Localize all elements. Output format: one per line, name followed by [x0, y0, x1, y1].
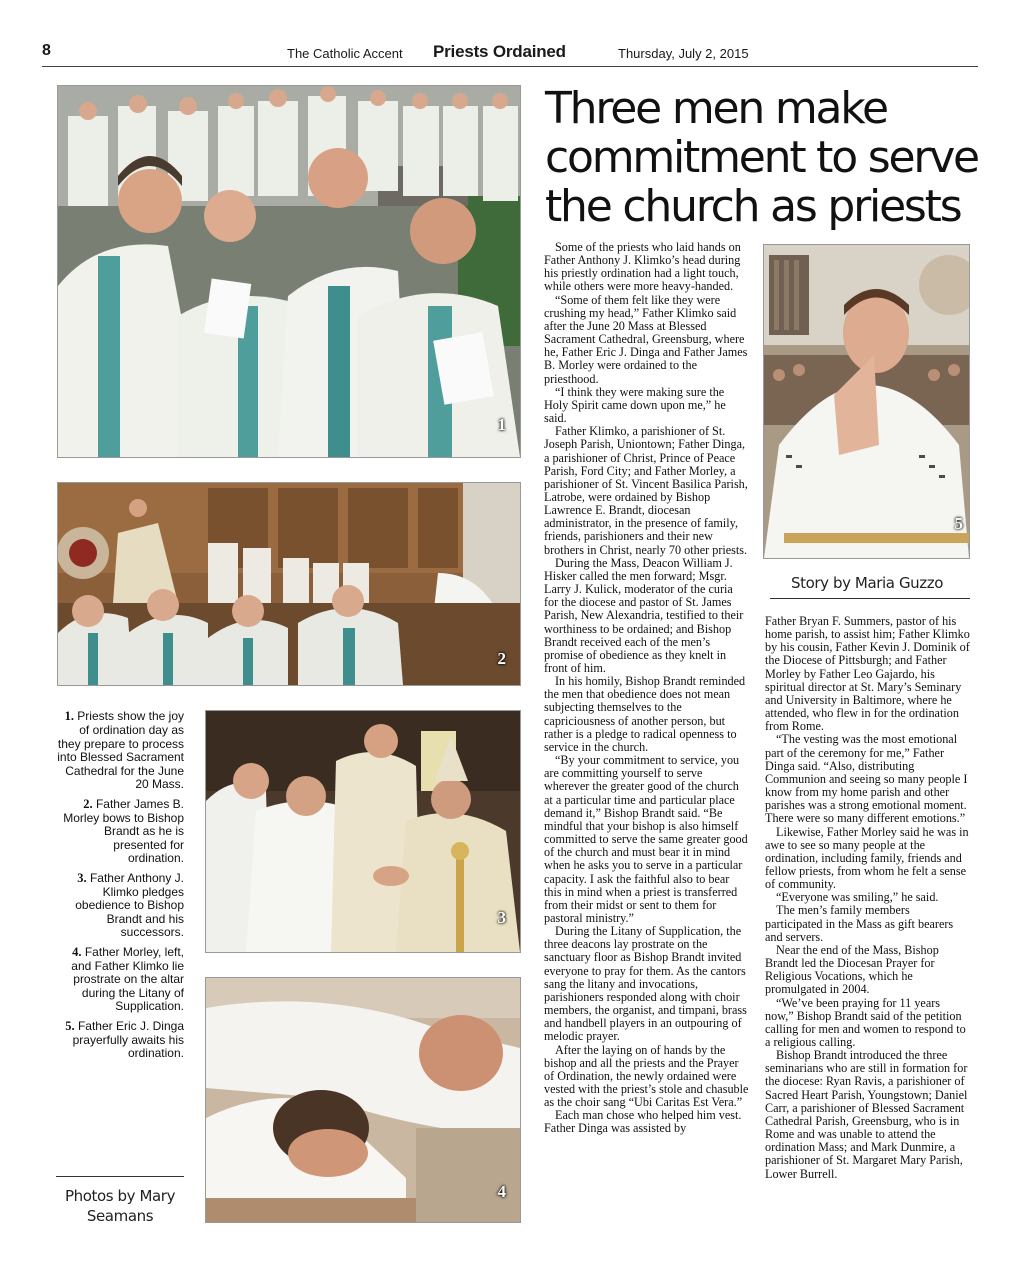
photo-captions: [56, 709, 184, 1066]
caption: [56, 945, 184, 1014]
story-column-2: [765, 615, 970, 1181]
photo-klimko-pledges: [205, 710, 521, 953]
photo-prostrate: [205, 977, 521, 1223]
photo-number-1: 1: [497, 415, 506, 434]
paragraph: After the laying on of hands by the bishop and all the priests and the Prayer of Ordination, the newly ordained were vested with the priest’s stole and chasuble as the choir sang “Ubi Caritas Est Vera.”: [544, 1042, 749, 1110]
caption-number: 1.: [64, 709, 74, 723]
caption-number: 5.: [65, 1018, 75, 1033]
photo-morley-bows: [57, 482, 521, 686]
photo-number-4: 4: [497, 1182, 506, 1201]
caption: [56, 797, 184, 866]
caption-text: Father Anthony J. Klimko pledges obedience to Bishop Brandt and his successors.: [75, 870, 184, 939]
caption: [56, 709, 184, 792]
paragraph: The men’s family members participated in the Mass as gift bearers and servers.: [765, 903, 954, 944]
photo-number-2: 2: [497, 649, 506, 668]
paragraph: “The vesting was the most emotional part of the ceremony for me,” Father Dinga said. “Also, distributing Communion and seeing so many people I know from my home parish and other parishes was a strong emotional moment. There were so many different emotions.”: [765, 732, 968, 826]
byline-rule: [770, 598, 970, 599]
paragraph: Some of the priests who laid hands on Father Anthony J. Klimko’s head during his priestly ordination had a light touch, while others were more heavy-handed.: [544, 240, 741, 294]
caption-text: Priests show the joy of ordination day as they prepare to process into Blessed Sacrament Cathedral for the June 20 Mass.: [57, 709, 184, 791]
paragraph: Near the end of the Mass, Bishop Brandt led the Diocesan Prayer for Religious Vocations, which he promulgated in 2004.: [765, 942, 939, 997]
page-number: 8: [42, 42, 51, 59]
photo-priests-procession: [57, 85, 521, 458]
section-title: Priests Ordained: [433, 42, 566, 61]
caption-number: 2.: [83, 796, 93, 811]
paragraph: Bishop Brandt introduced the three seminarians who are still in formation for the diocese: Ryan Ravis, a parishioner of Sacred Heart Parish, Youngstown; Daniel Carr, a parishioner of Blessed Sacrament Cathedral Parish, Greensburg, who is in Rome and was unable to attend the ordination Mass; and Mark Dunmire, a parishioner of St. Margaret Mary Parish, Lower Burrell.: [765, 1048, 968, 1181]
credit-rule: [56, 1176, 184, 1177]
photo-number-5: 5: [954, 514, 963, 533]
caption-text: Father Eric J. Dinga prayerfully awaits his ordination.: [72, 1018, 184, 1060]
headline: Three men make commitment to serve the church as priests: [545, 83, 978, 232]
caption: [56, 1019, 184, 1061]
caption-number: 3.: [77, 870, 87, 885]
story-column-1: [544, 241, 749, 1136]
paragraph: “By your commitment to service, you are committing yourself to serve wherever the greater good of the church at a particular time and particular place demand it,” Bishop Brandt said. “Be mindful that your bishop is also himself committed to serve the same greater good of the church and must bear it in mind when he asks you to serve in a particular capacity. I ask the faithful also to bear this in mind when a priest is transferred from their midst or sent to them for pastoral ministry.”: [544, 753, 748, 925]
caption-number: 4.: [72, 944, 82, 959]
caption-text: Father James B. Morley bows to Bishop Brandt as he is presented for ordination.: [63, 796, 184, 865]
photo-dinga-praying: [763, 244, 970, 559]
paragraph: “Everyone was smiling,” he said.: [776, 890, 939, 905]
paragraph: During the Mass, Deacon William J. Hisker called the men forward; Msgr. Larry J. Kulick, moderator of the curia for the diocese and pastor of St. James Parish, New Alexandria, testified to their worthiness to be ordained; and Bishop Brandt received each of the men’s promise of obedience as they knelt in front of him.: [544, 555, 744, 675]
caption-text: Father Morley, left, and Father Klimko lie prostrate on the altar during the Litany of Supplication.: [71, 944, 184, 1013]
paragraph: In his homily, Bishop Brandt reminded the men that obedience does not mean subjecting themselves to the capriciousness of another person, but rather is a pledge to radical openness to service in the church.: [544, 674, 746, 754]
paragraph: “We’ve been praying for 11 years now,” Bishop Brandt said of the petition calling for men and women to respond to a religious calling.: [765, 995, 966, 1049]
issue-date: Thursday, July 2, 2015: [618, 46, 749, 61]
paragraph: Father Bryan F. Summers, pastor of his home parish, to assist him; Father Klimko by his cousin, Father Kevin J. Dominik of the Diocese of Pittsburgh; and Father Morley by Father Leo Gajardo, his spiritual director at St. Mary’s Seminary and University in Baltimore, where he attended, who flew in for the ordination from Rome.: [765, 614, 970, 734]
paragraph: Likewise, Father Morley said he was in awe to see so many people at the ordination, including family, friends and fellow priests, from whom he felt a sense of community.: [765, 824, 969, 892]
paragraph: Father Klimko, a parishioner of St. Joseph Parish, Uniontown; Father Dinga, a parishioner of Christ, Prince of Peace Parish, Ford City; and Father Morley, a parishioner of St. Vincent Basilica Parish, Latrobe, were ordained by Bishop Lawrence E. Brandt, diocesan administrator, in the presence of family, friends, parishioners and their new brothers in Christ, nearly 70 other priests.: [544, 424, 748, 557]
photo-credit: Photos by Mary Seamans: [64, 1187, 176, 1225]
paragraph: “Some of them felt like they were crushing my head,” Father Klimko said after the June 20 Mass at Blessed Sacrament Cathedral, Greensburg, where he, Father Eric J. Dinga and Father James B. Morley were ordained to the priesthood.: [544, 292, 748, 386]
story-byline: Story by Maria Guzzo: [790, 574, 944, 592]
paragraph: Each man chose who helped him vest. Father Dinga was assisted by: [544, 1108, 742, 1136]
paragraph: “I think they were making sure the Holy Spirit came down upon me,” he said.: [544, 384, 726, 426]
paragraph: During the Litany of Supplication, the three deacons lay prostrate on the sanctuary floor as Bishop Brandt invited everyone to pray for them. As the cantors sang the litany and invocations, parishioners responded along with choir members, the organist, and timpani, brass and handbell players in an outpouring of melodic prayer.: [544, 924, 747, 1044]
publication-name: The Catholic Accent: [287, 46, 403, 61]
header-rule: [42, 66, 978, 67]
caption: [56, 871, 184, 940]
photo-number-3: 3: [497, 908, 506, 927]
